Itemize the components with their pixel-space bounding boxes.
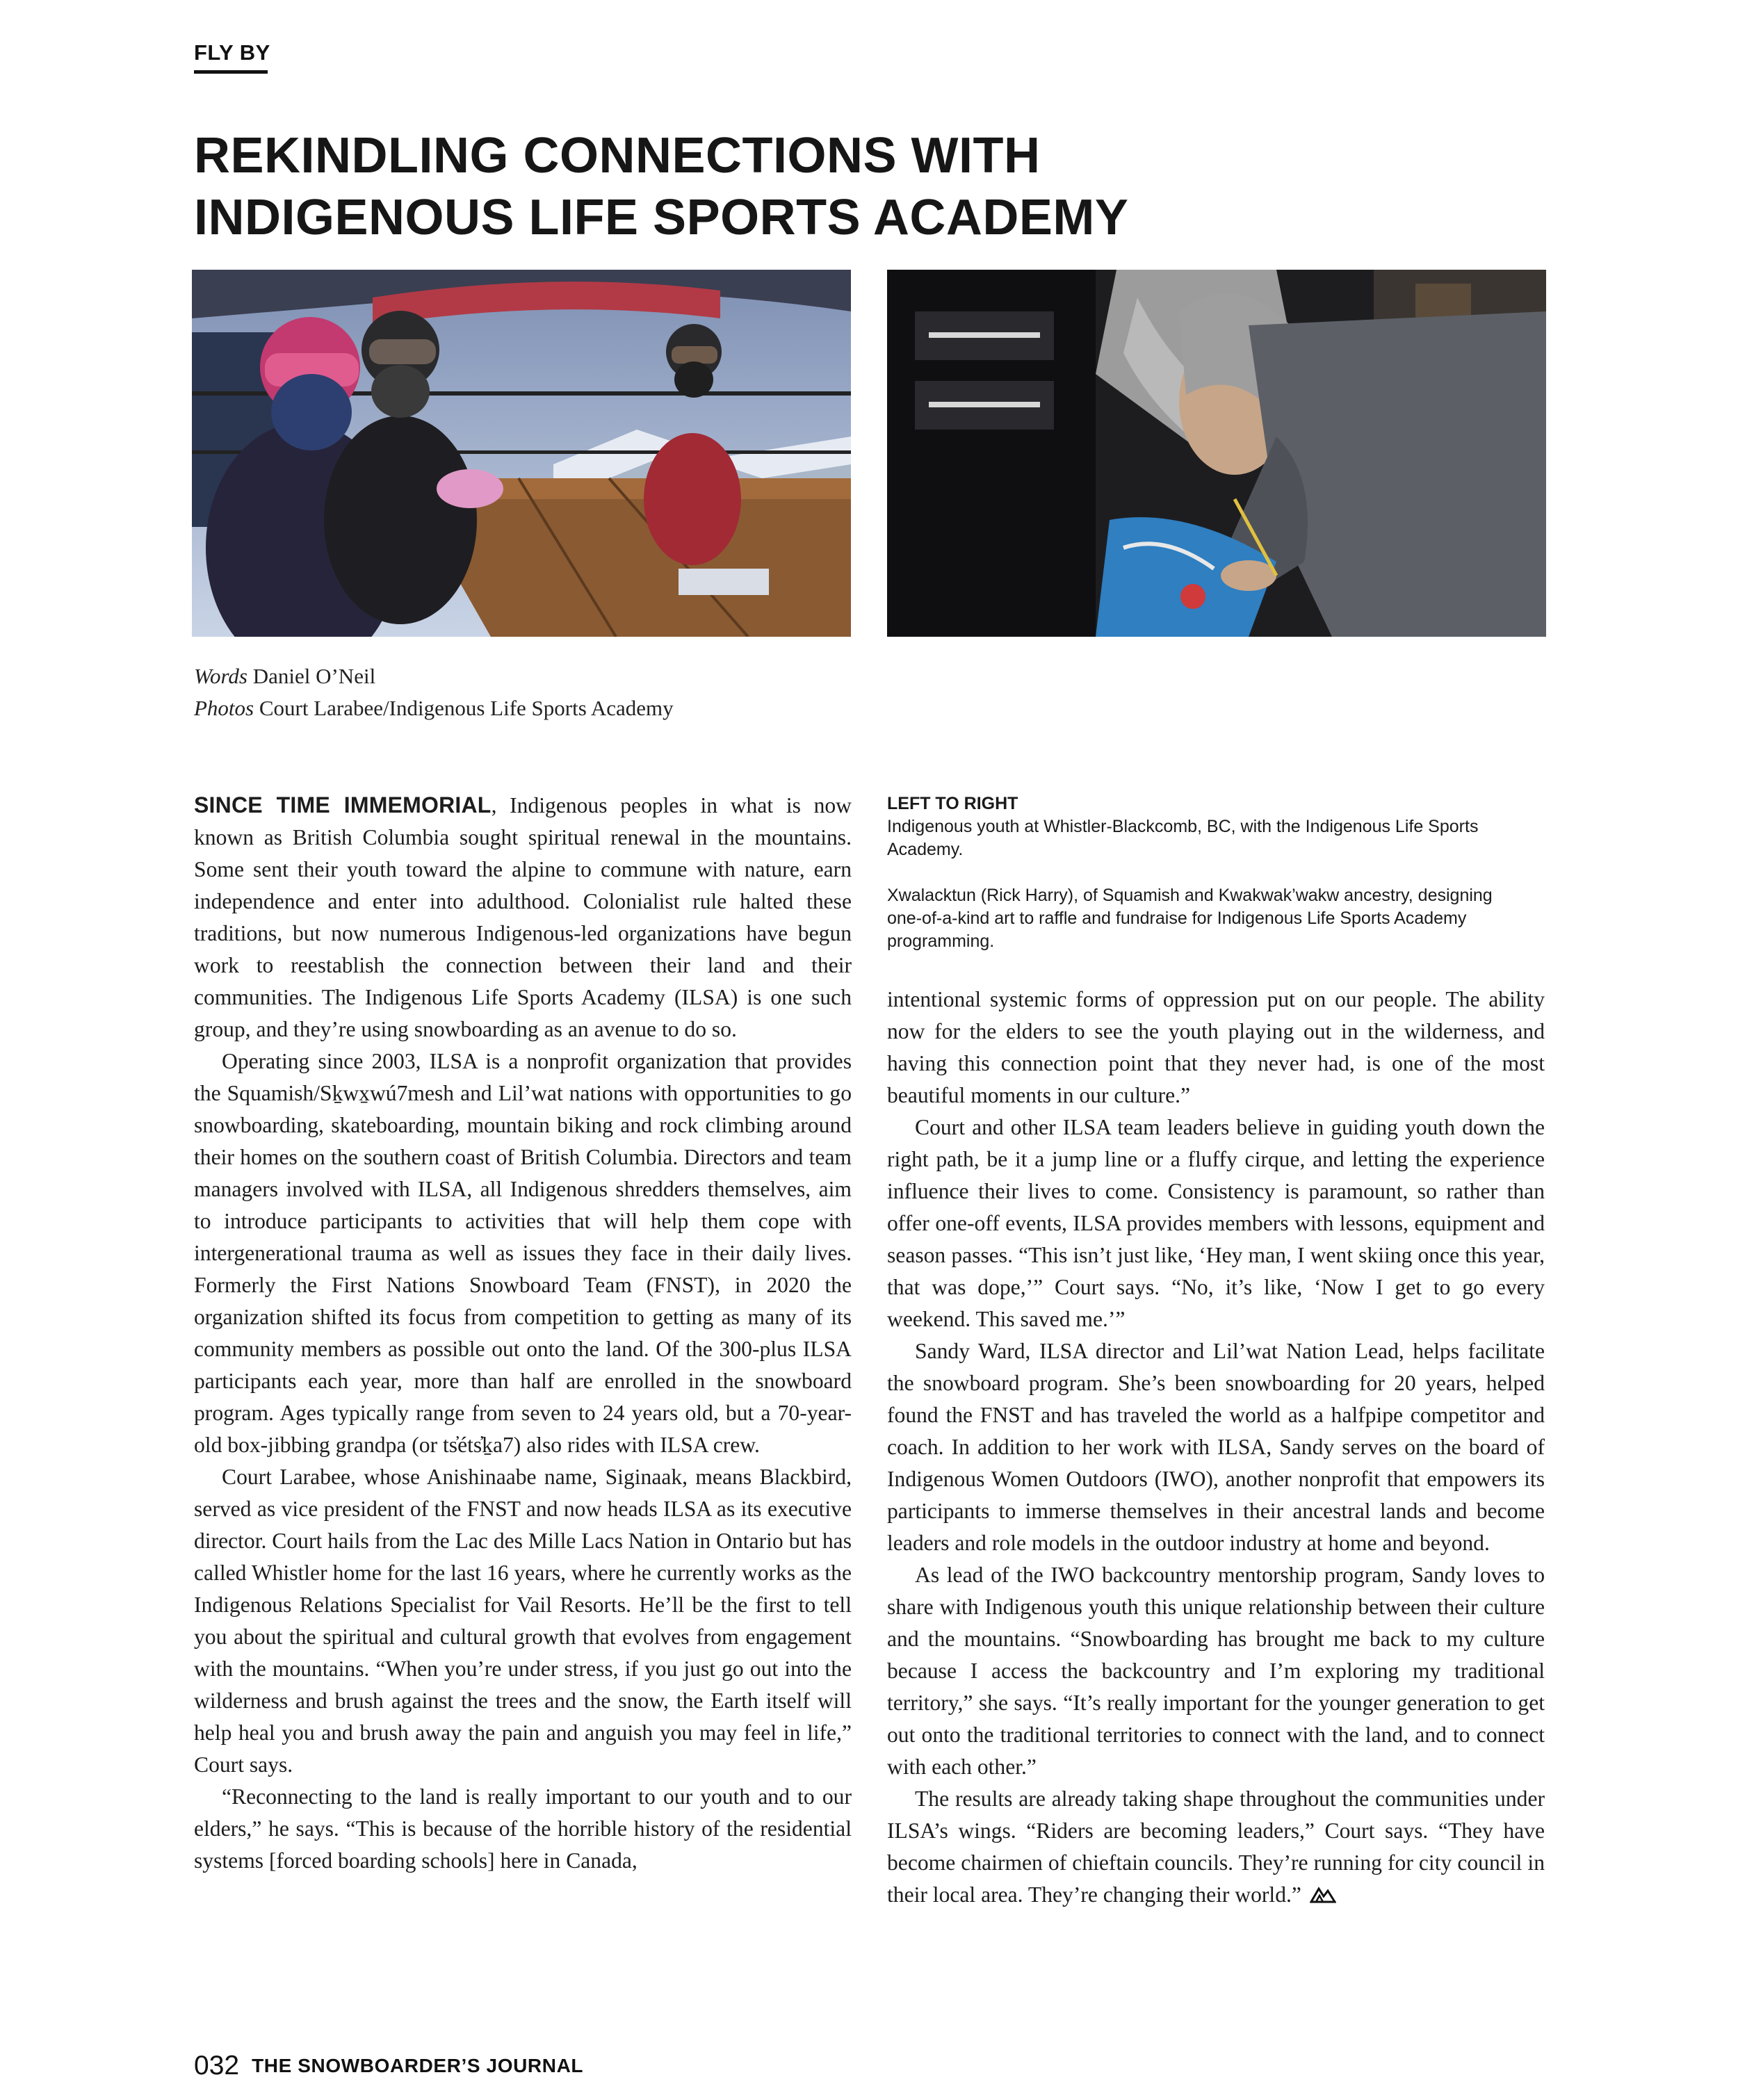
body-paragraph-5: intentional systemic forms of oppression put on our people. The ability now for the elders to see the youth playing out in the wilderness, and having this connection point that they never had, is one of the most beautiful moments in our culture.” <box>887 987 1545 1107</box>
lead-in: SINCE TIME IMMEMORIAL <box>194 792 492 817</box>
photo-youth-at-lodge <box>192 270 851 637</box>
photo-artist-designing <box>887 270 1546 637</box>
headline-line-2: INDIGENOUS LIFE SPORTS ACADEMY <box>194 190 1129 245</box>
page-footer <box>194 2051 583 2081</box>
body-paragraph-3: Court Larabee, whose Anishinaabe name, Siginaak, means Blackbird, served as vice president of the FNST and now heads ILSA as its executive director. Court hails from the Lac des Mille Lacs Nation in Ontario but has called Whistler home for the last 16 years, where he currently works as the Indigenous Relations Specialist for Vail Resorts. He’ll be the first to tell you about the spiritual and cultural growth that evolves from engagement with the mountains. “When you’re under stress, if you just go out into the wilderness and brush against the trees and the snow, the Earth itself will help heal you and brush away the pain and anguish you may feel in life,” Court says. <box>194 1465 852 1777</box>
body-paragraph-6: Court and other ILSA team leaders believe in guiding youth down the right path, be it a jump line or a fluffy cirque, and letting the experience influence their lives to come. Consistency is paramount, so rather than offer one-off events, ILSA provides members with lessons, equipment and season passes. “This isn’t just like, ‘Hey man, I went skiing once this year, that was dope,’” Court says. “No, it’s like, ‘Now I get to go every weekend. This saved me.’” <box>887 1115 1545 1331</box>
headline-line-1: REKINDLING CONNECTIONS WITH <box>194 128 1041 184</box>
body-column-right <box>887 984 1545 1911</box>
caption-1: Indigenous youth at Whistler-Blackcomb, BC, with the Indigenous Life Sports Academy. <box>887 817 1479 859</box>
body-column-left <box>194 789 852 1877</box>
caption-title: LEFT TO RIGHT <box>887 794 1018 813</box>
article-headline <box>194 125 1584 249</box>
body-paragraph-9 <box>887 1783 1545 1911</box>
body-paragraph-1 <box>194 789 852 1045</box>
credit-photos <box>194 692 674 724</box>
body-paragraph-8: As lead of the IWO backcountry mentorship program, Sandy loves to share with Indigenous youth this unique relationship between their culture and the mountains. “Snowboarding has brought me back to my culture because I access the backcountry and I’m exploring my traditional territory,” she says. “It’s really important for the younger generation to get out onto the traditional territories to connect with the land, and to connect with each other.” <box>887 1563 1545 1779</box>
credit-words-label: Words <box>194 664 247 688</box>
credit-photos-label: Photos <box>194 696 254 720</box>
article-credits <box>194 660 674 724</box>
credit-words <box>194 660 674 692</box>
caption-2: Xwalacktun (Rick Harry), of Squamish and Kwakwak’wakw ancestry, designing one-of-a-kind art to raffle and fundraise for Indigenous Life Sports Academy programming. <box>887 886 1493 951</box>
body-paragraph-4: “Reconnecting to the land is really important to our youth and to our elders,” he says. “This is because of the horrible history of the residential systems [forced boarding schools] here in Canada, <box>194 1784 852 1873</box>
body-paragraph-2: Operating since 2003, ILSA is a nonprofit organization that provides the Squamish/Sḵwx̱wú7mesh and Lil’wat nations with opportunities to go snowboarding, skateboarding, mountain biking and rock climbing around their homes on the southern coast of British Columbia. Directors and team managers involved with ILSA, all Indigenous shredders themselves, aim to introduce participants to activities that will help them cope with intergenerational trauma as well as issues they face in their daily lives. Formerly the First Nations Snowboard Team (FNST), in 2020 the organization shifted its focus from competition to getting as many of its community members as possible out onto the land. Of the 300-plus ILSA participants each year, more than half are enrolled in the snowboard program. Ages typically range from seven to 24 years old, but a 70-year-old box-jibbing grandpa (or ts̓éts̓ḵa7) also rides with ILSA crew. <box>194 1049 852 1457</box>
body-paragraph-7: Sandy Ward, ILSA director and Lil’wat Nation Lead, helps facilitate the snowboard program. She’s been snowboarding for 20 years, helped found the FNST and has traveled the world as a halfpipe competitor and coach. In addition to her work with ILSA, Sandy serves on the board of Indigenous Women Outdoors (IWO), another nonprofit that empowers its participants to immerse themselves in their ancestral lands and become leaders and role models in the outdoor industry at home and beyond. <box>887 1339 1545 1555</box>
publication-name: THE SNOWBOARDER’S JOURNAL <box>252 2055 584 2076</box>
section-label: FLY BY <box>194 40 270 65</box>
credit-words-author: Daniel O’Neil <box>247 664 376 688</box>
credit-photos-author: Court Larabee/Indigenous Life Sports Academy <box>254 696 674 720</box>
page-number: 032 <box>194 2051 240 2081</box>
section-underline <box>194 70 268 74</box>
paragraph-9-text: The results are already taking shape throughout the communities under ILSA’s wings. “Riders are becoming leaders,” Court says. “They have become chairmen of chieftain councils. They’re running for city council in their local area. They’re changing their world.” <box>887 1786 1545 1907</box>
paragraph-1-text: , Indigenous peoples in what is now known as British Columbia sought spiritual renewal in the mountains. Some sent their youth toward the alpine to commune with nature, earn independence and enter into adulthood. Colonialist rule halted these traditions, but now numerous Indigenous-led organizations have begun work to reestablish the connection between their land and their communities. The Indigenous Life Sports Academy (ILSA) is one such group, and they’re using snowboarding as an avenue to do so. <box>194 793 852 1041</box>
photo-youth-illustration <box>192 270 851 637</box>
mountain-end-mark-icon <box>1310 1885 1336 1903</box>
photo-artist-illustration <box>887 270 1546 637</box>
photo-captions <box>887 792 1513 953</box>
